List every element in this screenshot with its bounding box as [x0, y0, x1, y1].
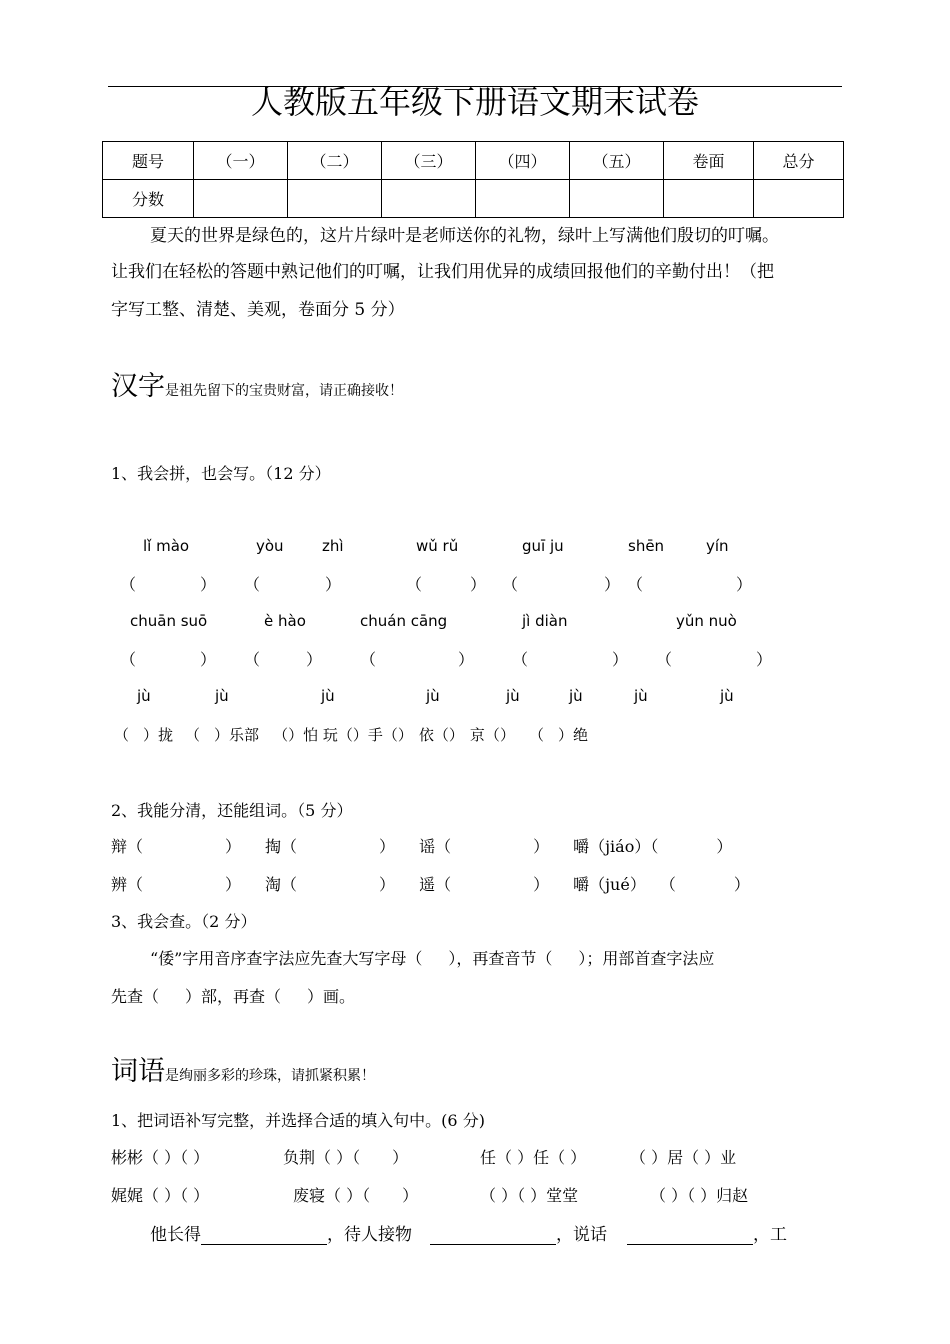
- pinyin: jù: [321, 687, 335, 705]
- question-title: 1、把词语补写完整，并选择合适的填入句中。(6 分): [111, 1111, 485, 1130]
- paren: ）: [458, 650, 475, 669]
- paren: （: [406, 575, 423, 594]
- paren: （: [360, 650, 377, 669]
- text: “倭”字用音序查字法应先查大写字母（: [150, 949, 423, 968]
- text: 他长得: [150, 1225, 201, 1245]
- text: ）画。: [307, 987, 356, 1006]
- idiom: （ ）居（ ）业: [630, 1148, 737, 1167]
- paren: ）: [379, 837, 396, 856]
- pinyin: yǔn nuò: [676, 612, 737, 630]
- section-heading-big: 汉字: [111, 371, 165, 402]
- score-cell[interactable]: [754, 180, 844, 218]
- paren: ）: [397, 726, 413, 744]
- score-cell[interactable]: [288, 180, 382, 218]
- idiom: 任（ ）任（ ）: [480, 1148, 587, 1167]
- text: ），再查音节（: [448, 949, 553, 968]
- paren: ）: [200, 650, 217, 669]
- paren: ）: [604, 575, 621, 594]
- header-cell: （五）: [570, 142, 664, 180]
- section-heading-small: 是祖先留下的宝贵财富，请正确接收！: [165, 383, 403, 399]
- paren: （: [120, 575, 137, 594]
- pinyin: è hào: [264, 612, 306, 630]
- pinyin: jì diàn: [522, 612, 568, 630]
- pinyin: yín: [706, 537, 729, 555]
- header-cell: （二）: [288, 142, 382, 180]
- paren: ）: [612, 650, 629, 669]
- idiom: 娓娓（ ）（ ）: [111, 1186, 210, 1205]
- char-paren: 遥（: [419, 875, 452, 894]
- ju-text: ）怕 玩（: [288, 726, 353, 744]
- paren: ）: [225, 875, 242, 894]
- text: ，说话: [556, 1225, 607, 1245]
- paren: （: [114, 726, 130, 744]
- section-heading-hanzi: [111, 364, 403, 403]
- page-title: 人教版五年级下册语文期末试卷: [250, 83, 699, 121]
- pinyin: jù: [426, 687, 440, 705]
- pinyin: jù: [506, 687, 520, 705]
- question-title: 2、我能分清，还能组词。（5 分）: [111, 801, 353, 820]
- q3-line-2: [111, 984, 355, 1007]
- ju-text: ）拢: [143, 726, 174, 744]
- pinyin: guī ju: [522, 537, 564, 555]
- intro-line-3: 字写工整、清楚、美观，卷面分 5 分）: [111, 300, 405, 320]
- char-paren: 谣（: [419, 837, 452, 856]
- ju-row: [114, 724, 588, 745]
- paren: ）: [306, 650, 323, 669]
- score-cell[interactable]: [664, 180, 754, 218]
- paren: （: [273, 726, 289, 744]
- word-row: [111, 834, 732, 857]
- paren: ）: [533, 875, 550, 894]
- pinyin: shēn: [628, 537, 665, 555]
- paren: ）: [379, 875, 396, 894]
- word-row: [111, 872, 750, 895]
- pinyin: jù: [720, 687, 734, 705]
- idiom: 废寝（ ）（ ）: [293, 1186, 419, 1205]
- score-cell[interactable]: [570, 180, 664, 218]
- section-heading-big: 词语: [111, 1056, 165, 1087]
- pinyin: jù: [215, 687, 229, 705]
- header-cell: 卷面: [664, 142, 754, 180]
- paren: （: [244, 650, 261, 669]
- q3-line-1: [150, 946, 714, 969]
- fill-sentence: [150, 1220, 787, 1245]
- idiom: 彬彬（ ）（ ）: [111, 1148, 210, 1167]
- pinyin: jù: [137, 687, 151, 705]
- section-heading-small: 是绚丽多彩的珍珠，请抓紧积累！: [165, 1068, 375, 1084]
- question-title: 3、我会查。（2 分）: [111, 912, 257, 931]
- paren: （: [656, 650, 673, 669]
- question-title: 1、我会拼，也会写。（12 分）: [111, 464, 331, 483]
- score-cell[interactable]: [194, 180, 288, 218]
- ju-text: ）乐部: [214, 726, 260, 744]
- pinyin: wǔ rǔ: [416, 537, 459, 555]
- paren: （: [244, 575, 261, 594]
- char-paren: 嚼（jué）: [573, 875, 646, 894]
- char-paren: 淘（: [265, 875, 298, 894]
- intro-line-1: 夏天的世界是绿色的，这片片绿叶是老师送你的礼物，绿叶上写满他们殷切的叮嘱。: [150, 226, 779, 246]
- paren: ）: [200, 575, 217, 594]
- header-cell: （四）: [476, 142, 570, 180]
- fill-blank[interactable]: [201, 1226, 327, 1245]
- pinyin: yòu: [256, 537, 284, 555]
- header-cell: （一）: [194, 142, 288, 180]
- header-cell: （三）: [382, 142, 476, 180]
- text: 先查（: [111, 987, 160, 1006]
- header-cell: 题号: [103, 142, 194, 180]
- text: ，工: [753, 1225, 787, 1245]
- char-paren: 辩（: [111, 837, 144, 856]
- paren: ）: [448, 726, 464, 744]
- char-paren: 嚼（jiáo）（: [573, 837, 659, 856]
- paren: ）: [733, 875, 750, 894]
- fill-blank[interactable]: [430, 1226, 556, 1245]
- paren: ）: [470, 575, 487, 594]
- paren: （: [659, 875, 676, 894]
- char-paren: 掏（: [265, 837, 298, 856]
- paren: ）: [756, 650, 773, 669]
- intro-line-2: 让我们在轻松的答题中熟记他们的叮嘱，让我们用优异的成绩回报他们的辛勤付出！（把: [111, 262, 774, 282]
- paren: ）: [736, 575, 753, 594]
- score-table: [102, 141, 844, 218]
- paren: （: [627, 575, 644, 594]
- header-cell: 总分: [754, 142, 844, 180]
- pinyin: chuān suō: [130, 612, 208, 630]
- paren: ）: [325, 575, 342, 594]
- idiom: 负荆（ ）（ ）: [283, 1148, 409, 1167]
- paren: ）: [716, 837, 733, 856]
- paren: ）: [225, 837, 242, 856]
- paren: ）: [499, 726, 515, 744]
- paren: （: [185, 726, 201, 744]
- fill-blank[interactable]: [627, 1226, 753, 1245]
- ju-text: 京（: [469, 726, 500, 744]
- row-label: 分数: [103, 180, 194, 218]
- ju-text: ）手（: [352, 726, 398, 744]
- paren: （: [512, 650, 529, 669]
- pinyin: jù: [569, 687, 583, 705]
- score-cell[interactable]: [382, 180, 476, 218]
- char-paren: 辨（: [111, 875, 144, 894]
- text: ）；用部首查字法应: [578, 949, 715, 968]
- pinyin: jù: [634, 687, 648, 705]
- section-heading-ciyu: [111, 1049, 375, 1088]
- text: ）部，再查（: [185, 987, 282, 1006]
- ju-text: 依（: [418, 726, 449, 744]
- pinyin: zhì: [322, 537, 344, 555]
- score-cell[interactable]: [476, 180, 570, 218]
- pinyin: lǐ mào: [143, 537, 190, 555]
- score-table-score-row: [103, 180, 844, 218]
- text: ，待人接物: [327, 1225, 412, 1245]
- paren: （: [528, 726, 544, 744]
- paren: ）: [533, 837, 550, 856]
- idiom: （ ）（ ）归赵: [650, 1186, 749, 1205]
- paren: （: [120, 650, 137, 669]
- paren: （: [502, 575, 519, 594]
- idiom: （ ）（ ）堂堂: [480, 1186, 579, 1205]
- score-table-header-row: [103, 142, 844, 180]
- pinyin: chuán cāng: [360, 612, 448, 630]
- ju-text: ）绝: [557, 726, 588, 744]
